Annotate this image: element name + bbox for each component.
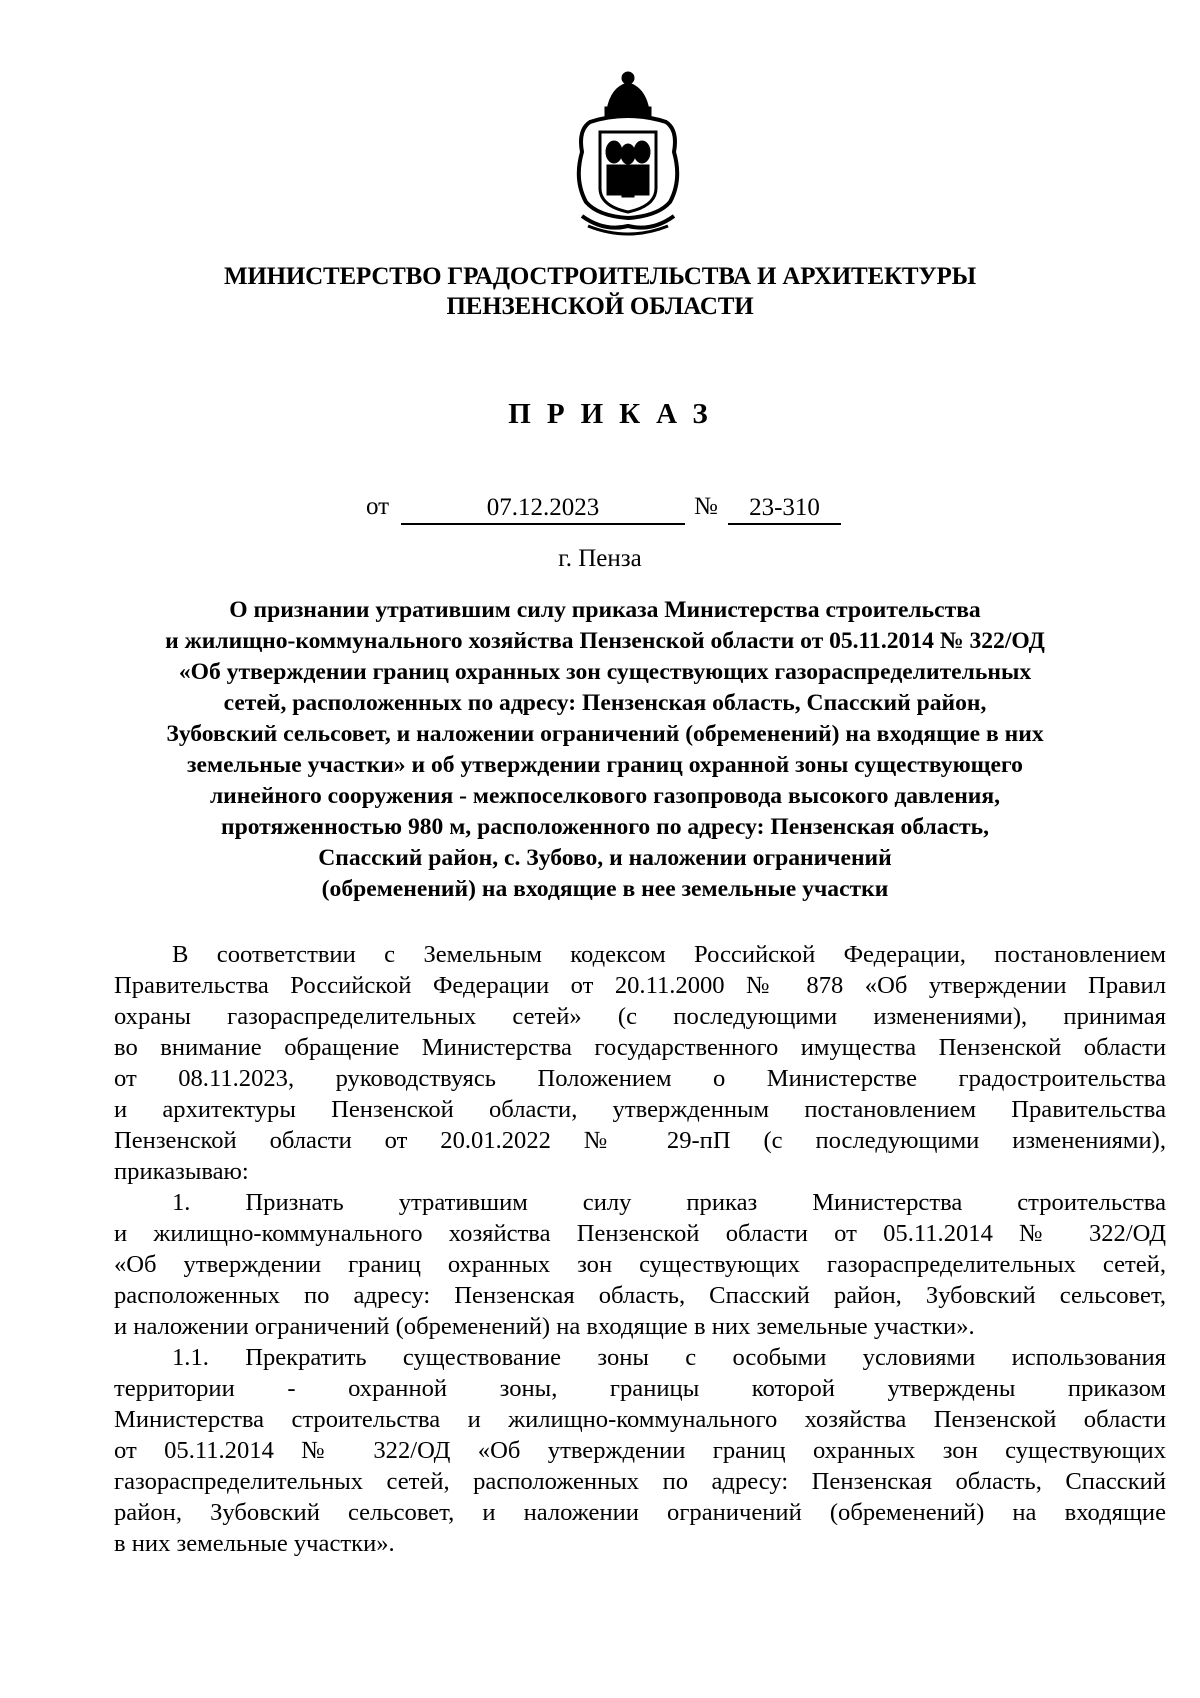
body-line: и архитектуры Пензенской области, утвержденным постановлением Правительства <box>114 1096 1166 1123</box>
body-line: во внимание обращение Министерства государственного имущества Пензенской области <box>114 1034 1166 1061</box>
body-line: в них земельные участки». <box>114 1530 395 1557</box>
subject-line: О признании утратившим силу приказа Министерства строительства <box>229 597 981 623</box>
city: г. Пенза <box>558 545 642 572</box>
body-line: Министерства строительства и жилищно-коммунального хозяйства Пензенской области <box>114 1406 1166 1433</box>
date-label: от <box>366 493 390 520</box>
body-line: В соответствии с Земельным кодексом Российской Федерации, постановлением <box>172 941 1166 968</box>
body-line: расположенных по адресу: Пензенская область, Спасский район, Зубовский сельсовет, <box>114 1282 1166 1309</box>
body-line: 1.1. Прекратить существование зоны с особыми условиями использования <box>172 1344 1166 1371</box>
body-line: район, Зубовский сельсовет, и наложении ограничений (обременений) на входящие <box>114 1499 1166 1526</box>
subject-line: Зубовский сельсовет, и наложении ограничений (обременений) на входящие в них <box>166 721 1044 747</box>
body-line: «Об утверждении границ охранных зон существующих газораспределительных сетей, <box>114 1251 1166 1278</box>
ministry-name <box>100 262 1100 322</box>
subject-line: «Об утверждении границ охранных зон существующих газораспределительных <box>178 659 1032 685</box>
document-type-title: ПРИКАЗ <box>508 398 724 430</box>
subject-line: протяженностью 980 м, расположенного по адресу: Пензенская область, <box>220 814 990 840</box>
document-subject <box>105 595 1105 905</box>
body-line: от 05.11.2014 № 322/ОД «Об утверждении границ охранных зон существующих <box>114 1437 1166 1464</box>
subject-line: (обременений) на входящие в нее земельные участки <box>321 876 889 902</box>
coat-of-arms-emblem <box>568 70 688 240</box>
subject-line: земельные участки» и об утверждении границ охранной зоны существующего <box>187 752 1023 778</box>
document-date: 07.12.2023 <box>401 493 685 525</box>
subject-line: линейного сооружения - межпоселкового газопровода высокого давления, <box>209 783 1001 809</box>
body-line: от 08.11.2023, руководствуясь Положением о Министерстве градостроительства <box>114 1065 1166 1092</box>
body-line: Пензенской области от 20.01.2022 № 29-пП (с последующими изменениями), <box>114 1127 1166 1154</box>
document-body <box>114 939 1166 1559</box>
item-1-paragraph <box>114 1187 1166 1342</box>
body-line: газораспределительных сетей, расположенных по адресу: Пензенская область, Спасский <box>114 1468 1166 1495</box>
body-line: и наложении ограничений (обременений) на входящие в них земельные участки». <box>114 1313 975 1340</box>
body-line: 1. Признать утратившим силу приказ Министерства строительства <box>172 1189 1166 1216</box>
ministry-line-2: ПЕНЗЕНСКОЙ ОБЛАСТИ <box>446 293 754 320</box>
body-line: территории - охранной зоны, границы которой утверждены приказом <box>114 1375 1166 1402</box>
ministry-line-1: МИНИСТЕРСТВО ГРАДОСТРОИТЕЛЬСТВА И АРХИТЕКТУРЫ <box>224 263 976 290</box>
date-number-row <box>0 493 1200 529</box>
subject-line: и жилищно-коммунального хозяйства Пензенской области от 05.11.2014 № 322/ОД <box>165 628 1045 654</box>
number-label: № <box>694 493 718 520</box>
body-line: и жилищно-коммунального хозяйства Пензенской области от 05.11.2014 № 322/ОД <box>114 1220 1166 1247</box>
subject-line: Спасский район, с. Зубово, и наложении ограничений <box>318 845 892 871</box>
body-line: Правительства Российской Федерации от 20.11.2000 № 878 «Об утверждении Правил <box>114 972 1166 999</box>
subject-line: сетей, расположенных по адресу: Пензенская область, Спасский район, <box>223 690 987 716</box>
preamble-paragraph <box>114 939 1166 1187</box>
body-line: приказываю: <box>114 1158 249 1185</box>
document-number: 23-310 <box>728 493 841 525</box>
body-line: охраны газораспределительных сетей» (с последующими изменениями), принимая <box>114 1003 1166 1030</box>
item-1-1-paragraph <box>114 1342 1166 1559</box>
